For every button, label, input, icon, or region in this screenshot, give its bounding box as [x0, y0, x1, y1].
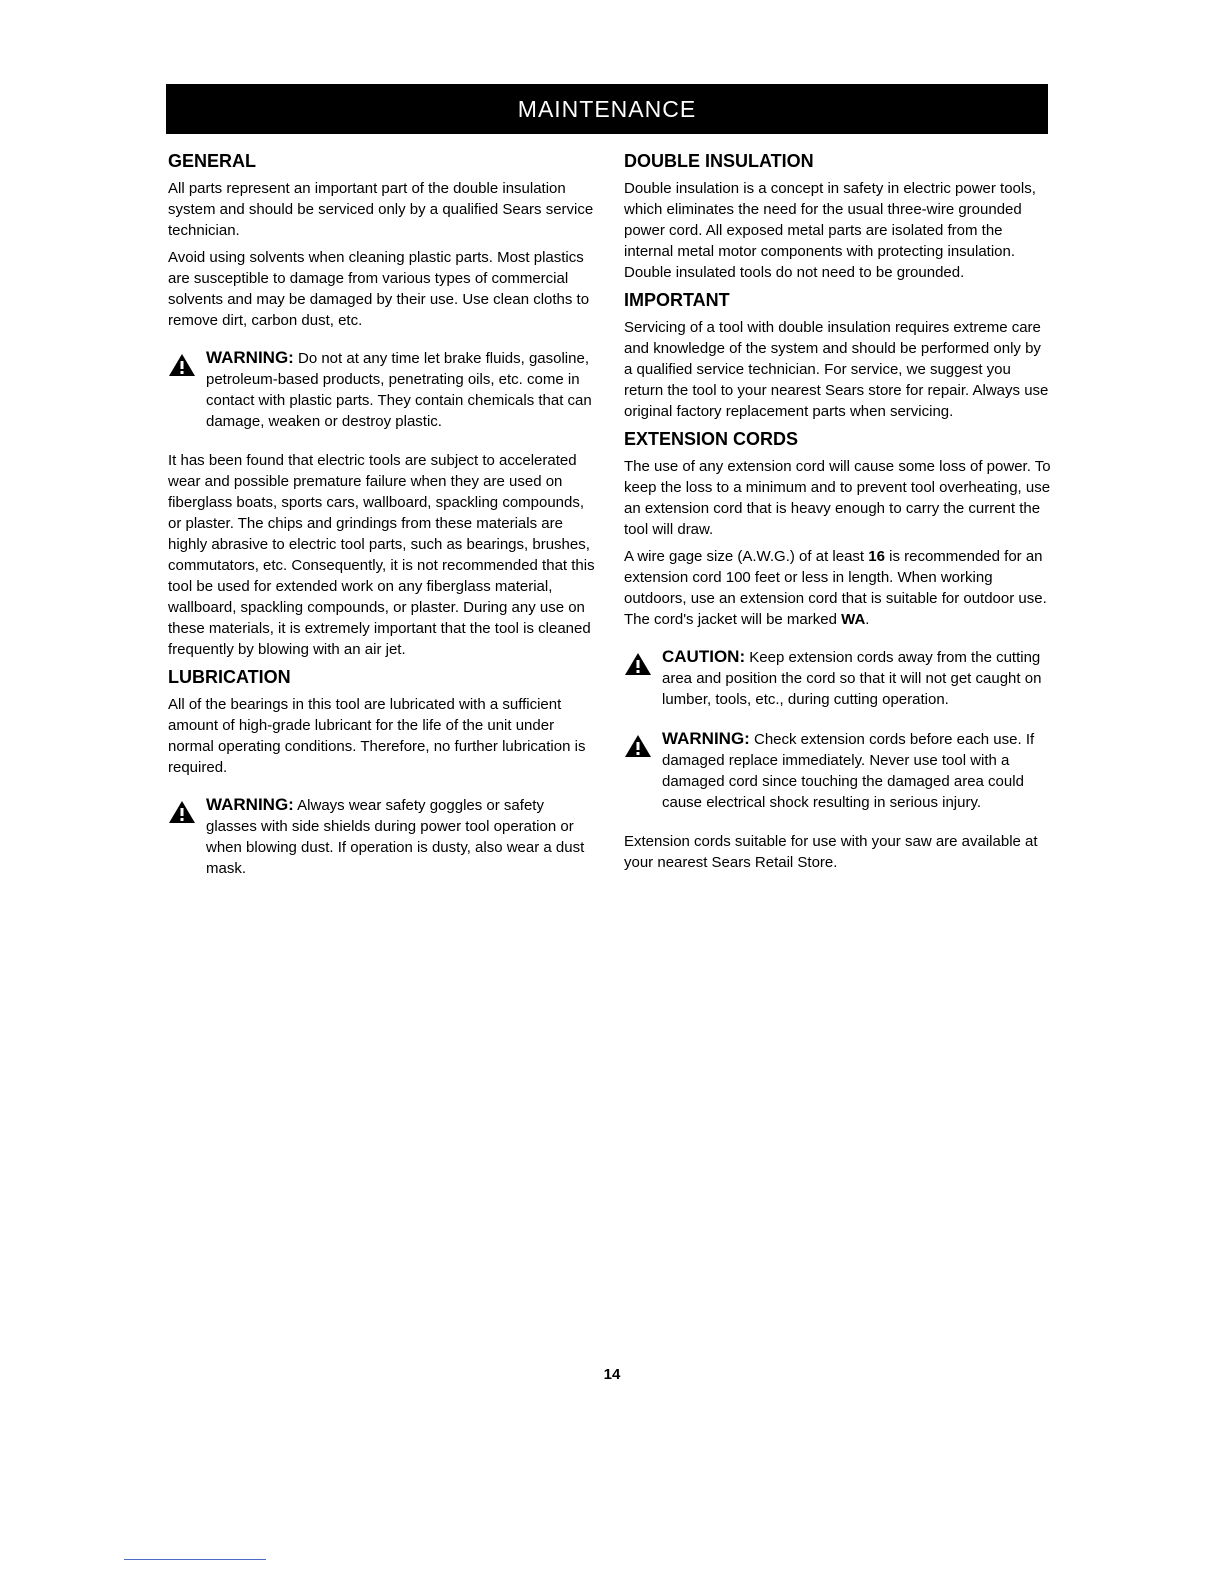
warning-label: WARNING: — [206, 795, 294, 814]
wire-gage-value: 16 — [868, 548, 885, 565]
right-column — [624, 150, 1052, 879]
page-number: 14 — [603, 1366, 621, 1383]
warning-triangle-icon — [168, 353, 196, 377]
warning-box-goggles — [168, 794, 598, 879]
warning-triangle-icon — [168, 800, 196, 824]
lubrication-heading: LUBRICATION — [168, 667, 291, 687]
extension-cords-paragraph-2 — [624, 546, 1052, 630]
wire-gage-text-cont: is recommended for an extension cord 100 feet or less in length. When working outdoors, use an extension cord that is suitable for outdoor use. The cord's jacket will be marked — [624, 548, 1047, 628]
caution-text: Keep extension cords away from the cutting area and position the cord so that it will not get caught on lumber, tools, etc., during cutting operation. — [662, 649, 1042, 708]
caution-label: CAUTION: — [662, 647, 746, 666]
warning-label: WARNING: — [206, 348, 294, 367]
double-insulation-heading: DOUBLE INSULATION — [624, 151, 814, 171]
lubrication-paragraph: All of the bearings in this tool are lubricated with a sufficient amount of high-grade lubricant for the life of the unit under normal operating conditions. Therefore, no further lubrication is required. — [168, 696, 586, 776]
period: . — [865, 611, 870, 628]
page-title: MAINTENANCE — [517, 96, 697, 122]
warning-text: Check extension cords before each use. If damaged replace immediately. Never use tool with a damaged cord since touching the damaged area could cause electrical shock resulting in serious injury. — [662, 731, 1035, 811]
wire-gage-text: A wire gage size (A.W.G.) of at least — [624, 548, 869, 565]
extension-cords-paragraph-1: The use of any extension cord will cause some loss of power. To keep the loss to a minimum and to prevent tool overheating, use an extension cord that is heavy enough to carry the current the tool will draw. — [624, 458, 1051, 538]
warning-box-cords — [624, 728, 1052, 813]
warning-label: WARNING: — [662, 729, 750, 748]
important-paragraph: Servicing of a tool with double insulation requires extreme care and knowledge of the system and should be performed only by a qualified service technician. For service, we suggest you return the tool to your nearest Sears store for repair. Always use original factory replacement parts when servicing. — [624, 319, 1049, 420]
left-column — [168, 150, 598, 897]
extension-cords-heading: EXTENSION CORDS — [624, 429, 799, 449]
warning-triangle-icon — [624, 652, 652, 676]
warning-box-solvents — [168, 347, 598, 432]
bottom-rule — [124, 1559, 266, 1560]
general-heading: GENERAL — [168, 151, 257, 171]
fiberglass-paragraph: It has been found that electric tools are subject to accelerated wear and possible premature failure when they are used on fiberglass boats, sports cars, wallboard, spackling compounds, or plaster. The chips and grindings from these materials are highly abrasive to electric tool parts, such as bearings, brushes, commutators, etc. Consequently, it is not recommended that this tool be used for extended work on any fiberglass material, wallboard, spackling compounds, or plaster. During any use on these materials, it is extremely important that the tool is cleaned frequently by blowing with an air jet. — [168, 452, 595, 658]
warning-text: Always wear safety goggles or safety glasses with side shields during power tool operation or when blowing dust. If operation is dusty, also wear a dust mask. — [206, 797, 585, 877]
warning-text: Do not at any time let brake fluids, gasoline, petroleum-based products, penetrating oils, etc. come in contact with plastic parts. They contain chemicals that can damage, weaken or destroy plastic. — [206, 350, 592, 430]
extension-cords-availability: Extension cords suitable for use with your saw are available at your nearest Sears Retail Store. — [624, 833, 1038, 871]
important-heading: IMPORTANT — [624, 290, 730, 310]
page-title-banner — [166, 84, 1048, 134]
warning-triangle-icon — [624, 734, 652, 758]
caution-box-cords — [624, 646, 1052, 710]
double-insulation-paragraph: Double insulation is a concept in safety in electric power tools, which eliminates the need for the usual three-wire grounded power cord. All exposed metal parts are isolated from the internal metal motor components with protecting insulation. Double insulated tools do not need to be grounded. — [624, 180, 1036, 281]
jacket-marking: WA — [841, 611, 866, 628]
general-paragraph-1: All parts represent an important part of the double insulation system and should be serviced only by a qualified Sears service technician. — [168, 180, 594, 239]
general-paragraph-2: Avoid using solvents when cleaning plastic parts. Most plastics are susceptible to damage from various types of commercial solvents and may be damaged by their use. Use clean cloths to remove dirt, carbon dust, etc. — [168, 249, 590, 329]
